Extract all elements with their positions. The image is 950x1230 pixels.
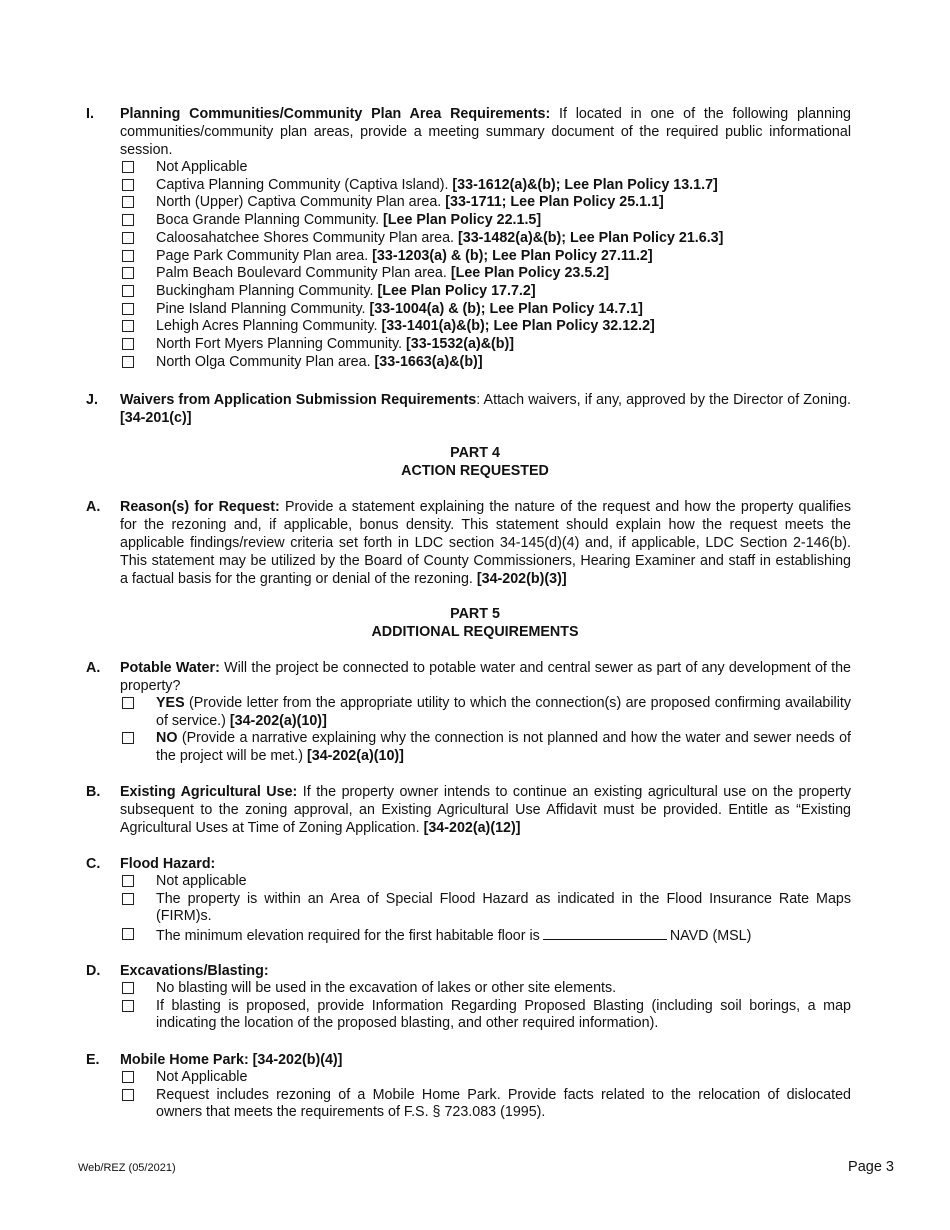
checkbox[interactable] <box>122 697 134 709</box>
checkbox[interactable] <box>122 285 134 297</box>
checkbox-row: North (Upper) Captiva Community Plan area. [33-1711; Lee Plan Policy 25.1.1] <box>120 194 851 212</box>
checkbox-row: Request includes rezoning of a Mobile Home Park. Provide facts related to the relocation of dislocated owners that meets the requirements of F.S. § 723.083 (1995). <box>120 1087 851 1122</box>
blasting-options <box>120 980 851 1033</box>
section-potable-water <box>86 659 851 766</box>
checkbox-row: Buckingham Planning Community. [Lee Plan Policy 17.7.2] <box>120 283 851 301</box>
section-label: C. <box>86 856 101 872</box>
checkbox-row-yes: YES (Provide letter from the appropriate utility to which the connection(s) are proposed confirming availability of service.) [34-202(a)(10)] <box>120 695 851 730</box>
section-text: Waivers from Application Submission Requirements: Attach waivers, if any, approved by the Director of Zoning. [34-201(c)] <box>120 392 851 426</box>
section-flood-hazard <box>86 855 851 946</box>
checkbox-row: Boca Grande Planning Community. [Lee Plan Policy 22.1.5] <box>120 212 851 230</box>
checkbox[interactable] <box>122 893 134 905</box>
checkbox[interactable] <box>122 1071 134 1083</box>
page-number: Page 3 <box>848 1159 894 1175</box>
checkbox-row: Page Park Community Plan area. [33-1203(a) & (b); Lee Plan Policy 27.11.2] <box>120 248 851 266</box>
mobile-home-options <box>120 1069 851 1122</box>
checkbox-row: Caloosahatchee Shores Community Plan area. [33-1482(a)&(b); Lee Plan Policy 21.6.3] <box>120 230 851 248</box>
checkbox-row: No blasting will be used in the excavation of lakes or other site elements. <box>120 980 851 998</box>
section-text: Potable Water: Will the project be connected to potable water and central sewer as part of any development of the property? <box>120 660 852 694</box>
section-title: Flood Hazard: <box>120 856 216 872</box>
section-text: Existing Agricultural Use: If the property owner intends to continue an existing agricultural use on the property subsequent to the zoning approval, an Existing Agricultural Use Affidavit must be provided. Entitle as “Existing Agricultural Uses at Time of Zoning Application. [34-202(a)(12)] <box>120 784 851 836</box>
checkbox-row: Not Applicable <box>120 159 851 177</box>
section-excavations-blasting <box>86 962 851 1033</box>
part-5-heading: PART 5 ADDITIONAL REQUIREMENTS <box>371 606 579 640</box>
checkbox[interactable] <box>122 356 134 368</box>
checkbox-row: North Fort Myers Planning Community. [33-1532(a)&(b)] <box>120 336 851 354</box>
section-label: A. <box>86 499 101 515</box>
section-title: Mobile Home Park: [34-202(b)(4)] <box>120 1052 343 1068</box>
section-label: E. <box>86 1052 100 1068</box>
form-id: Web/REZ (05/2021) <box>78 1162 176 1174</box>
checkbox[interactable] <box>122 161 134 173</box>
checkbox[interactable] <box>122 232 134 244</box>
checkbox-row: If blasting is proposed, provide Information Regarding Proposed Blasting (including soil borings, a map indicating the location of the proposed blasting, and other required information). <box>120 998 851 1033</box>
checkbox[interactable] <box>122 303 134 315</box>
checkbox-row-no: NO (Provide a narrative explaining why the connection is not planned and how the water and sewer needs of the project will be met.) [34-202(a)(10)] <box>120 730 851 765</box>
checkbox[interactable] <box>122 1000 134 1012</box>
checkbox[interactable] <box>122 875 134 887</box>
checkbox-row: Palm Beach Boulevard Community Plan area. [Lee Plan Policy 23.5.2] <box>120 265 851 283</box>
section-text: Reason(s) for Request: Provide a statement explaining the nature of the request and how the property qualifies for the rezoning and, if applicable, bonus density. This statement should explain how the request meets the applicable findings/review criteria set forth in LDC section 34-145(d)(4) and, if applicable, LDC Section 2-146(b). This statement may be utilized by the Board of County Commissioners, Hearing Examiner and staff in establishing a factual basis for the granting or denial of the rezoning. [34-202(b)(3)] <box>120 499 851 587</box>
checkbox-row: Lehigh Acres Planning Community. [33-1401(a)&(b); Lee Plan Policy 32.12.2] <box>120 318 851 336</box>
section-agricultural-use <box>86 783 851 837</box>
elevation-input-line[interactable] <box>543 926 667 940</box>
checkbox[interactable] <box>122 267 134 279</box>
checkbox[interactable] <box>122 179 134 191</box>
checkbox-row: North Olga Community Plan area. [33-1663(a)&(b)] <box>120 354 851 372</box>
checkbox[interactable] <box>122 250 134 262</box>
section-reason-for-request <box>86 498 851 588</box>
checkbox-row: Not applicable <box>120 873 851 891</box>
planning-community-checklist <box>120 159 851 371</box>
checkbox[interactable] <box>122 320 134 332</box>
checkbox-row: The property is within an Area of Special Flood Hazard as indicated in the Flood Insurance Rate Maps (FIRM)s. <box>120 891 851 926</box>
checkbox-row: Not Applicable <box>120 1069 851 1087</box>
checkbox-row-elevation: The minimum elevation required for the first habitable floor is NAVD (MSL) <box>120 926 851 946</box>
section-mobile-home-park <box>86 1051 851 1122</box>
section-label: J. <box>86 392 98 408</box>
checkbox[interactable] <box>122 1089 134 1101</box>
checkbox[interactable] <box>122 338 134 350</box>
section-label: B. <box>86 784 101 800</box>
section-label: D. <box>86 963 101 979</box>
section-i <box>86 105 851 371</box>
flood-hazard-options <box>120 873 851 946</box>
checkbox[interactable] <box>122 928 134 940</box>
part-4-heading: PART 4 ACTION REQUESTED <box>401 445 549 479</box>
checkbox-row: Captiva Planning Community (Captiva Island). [33-1612(a)&(b); Lee Plan Policy 13.1.7] <box>120 177 851 195</box>
section-j <box>86 391 851 427</box>
section-label: A. <box>86 660 101 676</box>
section-title: Excavations/Blasting: <box>120 963 269 979</box>
checkbox-row: Pine Island Planning Community. [33-1004(a) & (b); Lee Plan Policy 14.7.1] <box>120 301 851 319</box>
checkbox[interactable] <box>122 732 134 744</box>
section-label: I. <box>86 106 94 122</box>
checkbox[interactable] <box>122 982 134 994</box>
checkbox[interactable] <box>122 196 134 208</box>
section-text: Planning Communities/Community Plan Area Requirements: If located in one of the following planning communities/community plan areas, provide a meeting summary document of the required public informational session. <box>120 106 852 158</box>
checkbox[interactable] <box>122 214 134 226</box>
potable-water-options <box>120 695 851 766</box>
